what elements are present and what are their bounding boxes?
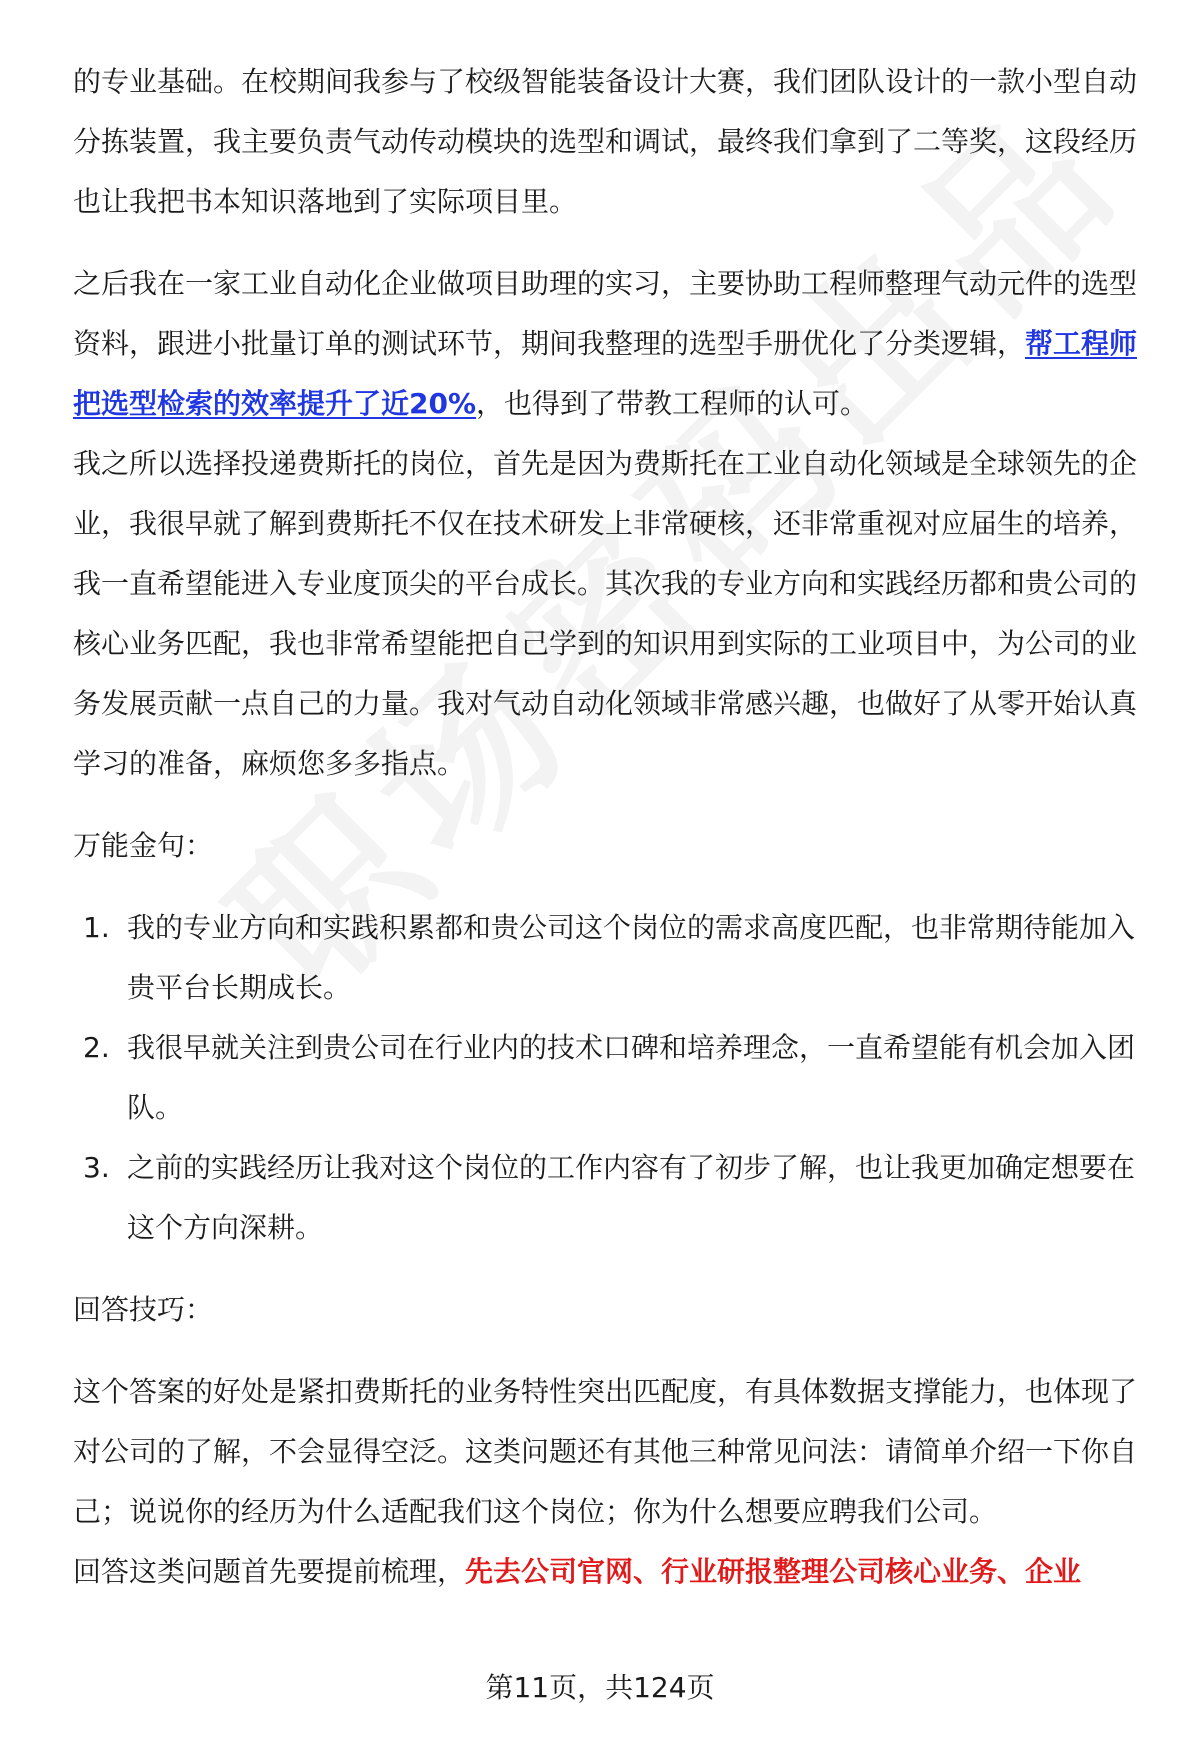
list-item-number: 1. [83,911,110,944]
golden-sentences-list [73,898,1143,1258]
list-item [73,1018,1143,1138]
tips-method-text: 回答这类问题首先要提前梳理， [73,1555,466,1588]
paragraph-education: 的专业基础。在校期间我参与了校级智能装备设计大赛，我们团队设计的一款小型自动分拣装置，我主要负责气动传动模块的选型和调试，最终我们拿到了二等奖，这段经历也让我把书本知识落地到了实际项目里。 [73,65,1138,218]
list-item-number: 2. [83,1031,110,1064]
internship-text: 之后我在一家工业自动化企业做项目助理的实习，主要协助工程师整理气动元件的选型资料，跟进小批量订单的测试环节，期间我整理的选型手册优化了分类逻辑， [73,267,1138,360]
paragraph-tips: 这个答案的好处是紧扣费斯托的业务特性突出匹配度，有具体数据支撑能力，也体现了对公司的了解，不会显得空泛。这类问题还有其他三种常见问法：请简单介绍一下你自己；说说你的经历为什么适配我们这个岗位；你为什么想要应聘我们公司。 [73,1375,1138,1528]
page-number: 第11页，共124页 [485,1671,715,1704]
list-item [73,1138,1143,1258]
paragraph-internship [73,254,1143,434]
paragraph-motivation: 我之所以选择投递费斯托的岗位，首先是因为费斯托在工业自动化领域是全球领先的企业，我很早就了解到费斯托不仅在技术研发上非常硬核，还非常重视对应届生的培养，我一直希望能进入专业度顶尖的平台成长。其次我的专业方向和实践经历都和贵公司的核心业务匹配，我也非常希望能把自己学到的知识用到实际的工业项目中，为公司的业务发展贡献一点自己的力量。我对气动自动化领域非常感兴趣，也做好了从零开始认真学习的准备，麻烦您多多指点。 [73,447,1138,780]
internship-highlight: 帮工程师把选型检索的效率提升了近20% [73,327,1138,420]
list-item-number: 3. [83,1151,110,1184]
tips-method-highlight: 先去公司官网、行业研报整理公司核心业务、企业 [465,1555,1082,1588]
list-item-text: 之前的实践经历让我对这个岗位的工作内容有了初步了解，也让我更加确定想要在这个方向深耕。 [127,1151,1136,1244]
tips-heading: 回答技巧： [73,1293,214,1326]
golden-sentences-heading: 万能金句： [73,829,214,862]
internship-text-end: ，也得到了带教工程师的认可。 [476,387,869,420]
list-item [73,898,1143,1018]
paragraph-tips-method [73,1542,1143,1602]
list-item-text: 我很早就关注到贵公司在行业内的技术口碑和培养理念，一直希望能有机会加入团队。 [127,1031,1136,1124]
list-item-text: 我的专业方向和实践积累都和贵公司这个岗位的需求高度匹配，也非常期待能加入贵平台长期成长。 [127,911,1136,1004]
document-body [73,52,1143,1602]
